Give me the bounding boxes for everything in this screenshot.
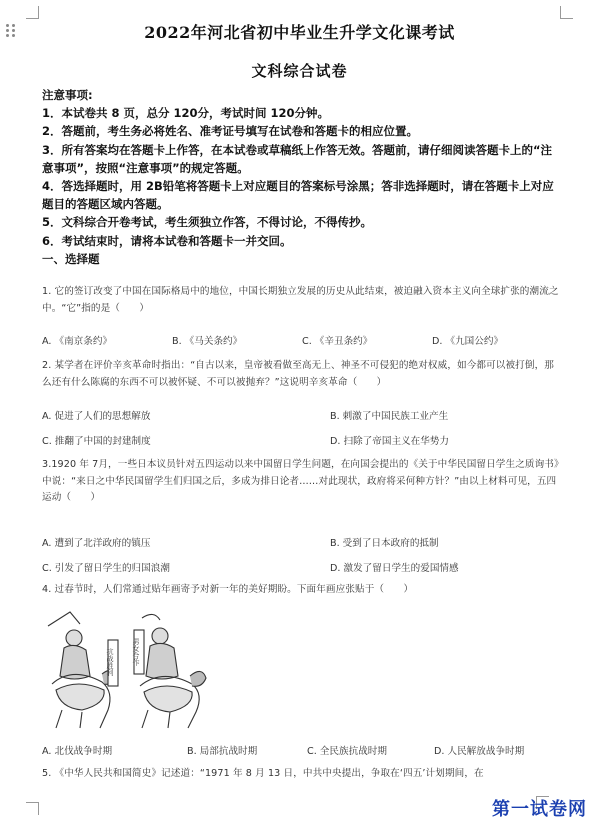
notes-line: 5．文科综合开卷考试，考生须独立作答，不得讨论，不得传抄。	[42, 215, 372, 230]
notes-block	[42, 86, 562, 268]
notes-line: 6．考试结束时，请将本试卷和答题卡一并交回。	[42, 233, 292, 248]
crop-mark-top-left	[26, 6, 39, 19]
left-painting-label	[106, 647, 114, 677]
option[interactable]: B. 《马关条约》	[172, 336, 243, 347]
right-painting-label	[132, 637, 140, 667]
crop-mark-top-right	[560, 6, 573, 19]
question-stem: 5. 《中华人民共和国简史》记述道：“1971 年 8 月 13 日，中共中央提出，争取在‘四五’计划期间，在	[42, 768, 484, 779]
option[interactable]: C. 《辛丑条约》	[302, 336, 373, 347]
option[interactable]: C. 引发了留日学生的归国浪潮	[42, 563, 170, 574]
notes-line: 2．答题前，考生务必将姓名、准考证号填写在试卷和答题卡的相应位置。	[42, 124, 418, 139]
question-stem: 3.1920 年 7月，一些日本议员针对五四运动以来中国留日学生问题，在向国会提出的《关于中华民国留日学生之质询书》中说：“来日之中华民国留学生们归国之后，多成为排日论者……对此现状，政府将采何种方针？”由以上材料可见，五四运动（ ）	[42, 459, 559, 503]
notes-line: 4．答选择题时，用 2B铅笔将答题卡上对应题目的答案标号涂黑；答非选择题时，请在答题卡上对应题目的答题区域内答题。	[42, 179, 554, 212]
picture-label: 男女合作	[132, 638, 140, 666]
option[interactable]: A. 遭到了北洋政府的镇压	[42, 538, 151, 549]
new-year-paintings-image	[42, 606, 252, 731]
notes-heading: 注意事项:	[42, 88, 93, 102]
option[interactable]: B. 受到了日本政府的抵制	[330, 538, 439, 549]
option[interactable]: B. 刺激了中国民族工业产生	[330, 411, 449, 422]
option[interactable]: A. 促进了人们的思想解放	[42, 411, 151, 422]
notes-line: 3．所有答案均在答题卡上作答，在本试卷或草稿纸上作答无效。答题前，请仔细阅读答题卡上的“注意事项”，按照“注意事项”的规定答题。	[42, 142, 553, 175]
section-heading: 一、选择题	[42, 251, 100, 266]
exam-subtitle: 文科综合试卷	[251, 62, 348, 80]
option[interactable]: B. 局部抗战时期	[187, 746, 258, 757]
crop-mark-bottom-left	[26, 802, 39, 815]
watermark-logo: 第一试卷网	[492, 799, 587, 820]
option[interactable]: D. 人民解放战争时期	[434, 746, 525, 757]
question-stem: 1. 它的签订改变了中国在国际格局中的地位，中国长期独立发展的历史从此结束，被迫融入资本主义向全球扩张的潮流之中。“它”指的是（ ）	[42, 286, 559, 314]
question-stem: 4. 过春节时，人们常通过贴年画寄予对新一年的美好期盼。下面年画应张贴于（ ）	[42, 584, 414, 595]
option[interactable]: C. 全民族抗战时期	[307, 746, 387, 757]
option[interactable]: D. 扫除了帝国主义在华势力	[330, 436, 450, 447]
option[interactable]: D. 《九国公约》	[432, 336, 504, 347]
notes-line: 1．本试卷共 8 页，总分 120分，考试时间 120分钟。	[42, 106, 330, 121]
exam-title: 2022年河北省初中毕业生升学文化课考试	[144, 23, 455, 42]
option[interactable]: D. 激发了留日学生的爱国情感	[330, 563, 459, 574]
option[interactable]: A. 《南京条约》	[42, 336, 113, 347]
question-stem: 2. 某学者在评价辛亥革命时指出：“自古以来，皇帝被看做至高无上、神圣不可侵犯的绝对权威，如今都可以被打倒，那么还有什么陈腐的东西不可以被怀疑、不可以被抛弃？”这说明辛亥革命（ ）	[42, 360, 554, 388]
picture-label: 抗战胜利	[106, 648, 114, 676]
option[interactable]: C. 推翻了中国的封建制度	[42, 436, 151, 447]
right-painting	[134, 614, 206, 728]
option[interactable]: A. 北伐战争时期	[42, 746, 113, 757]
